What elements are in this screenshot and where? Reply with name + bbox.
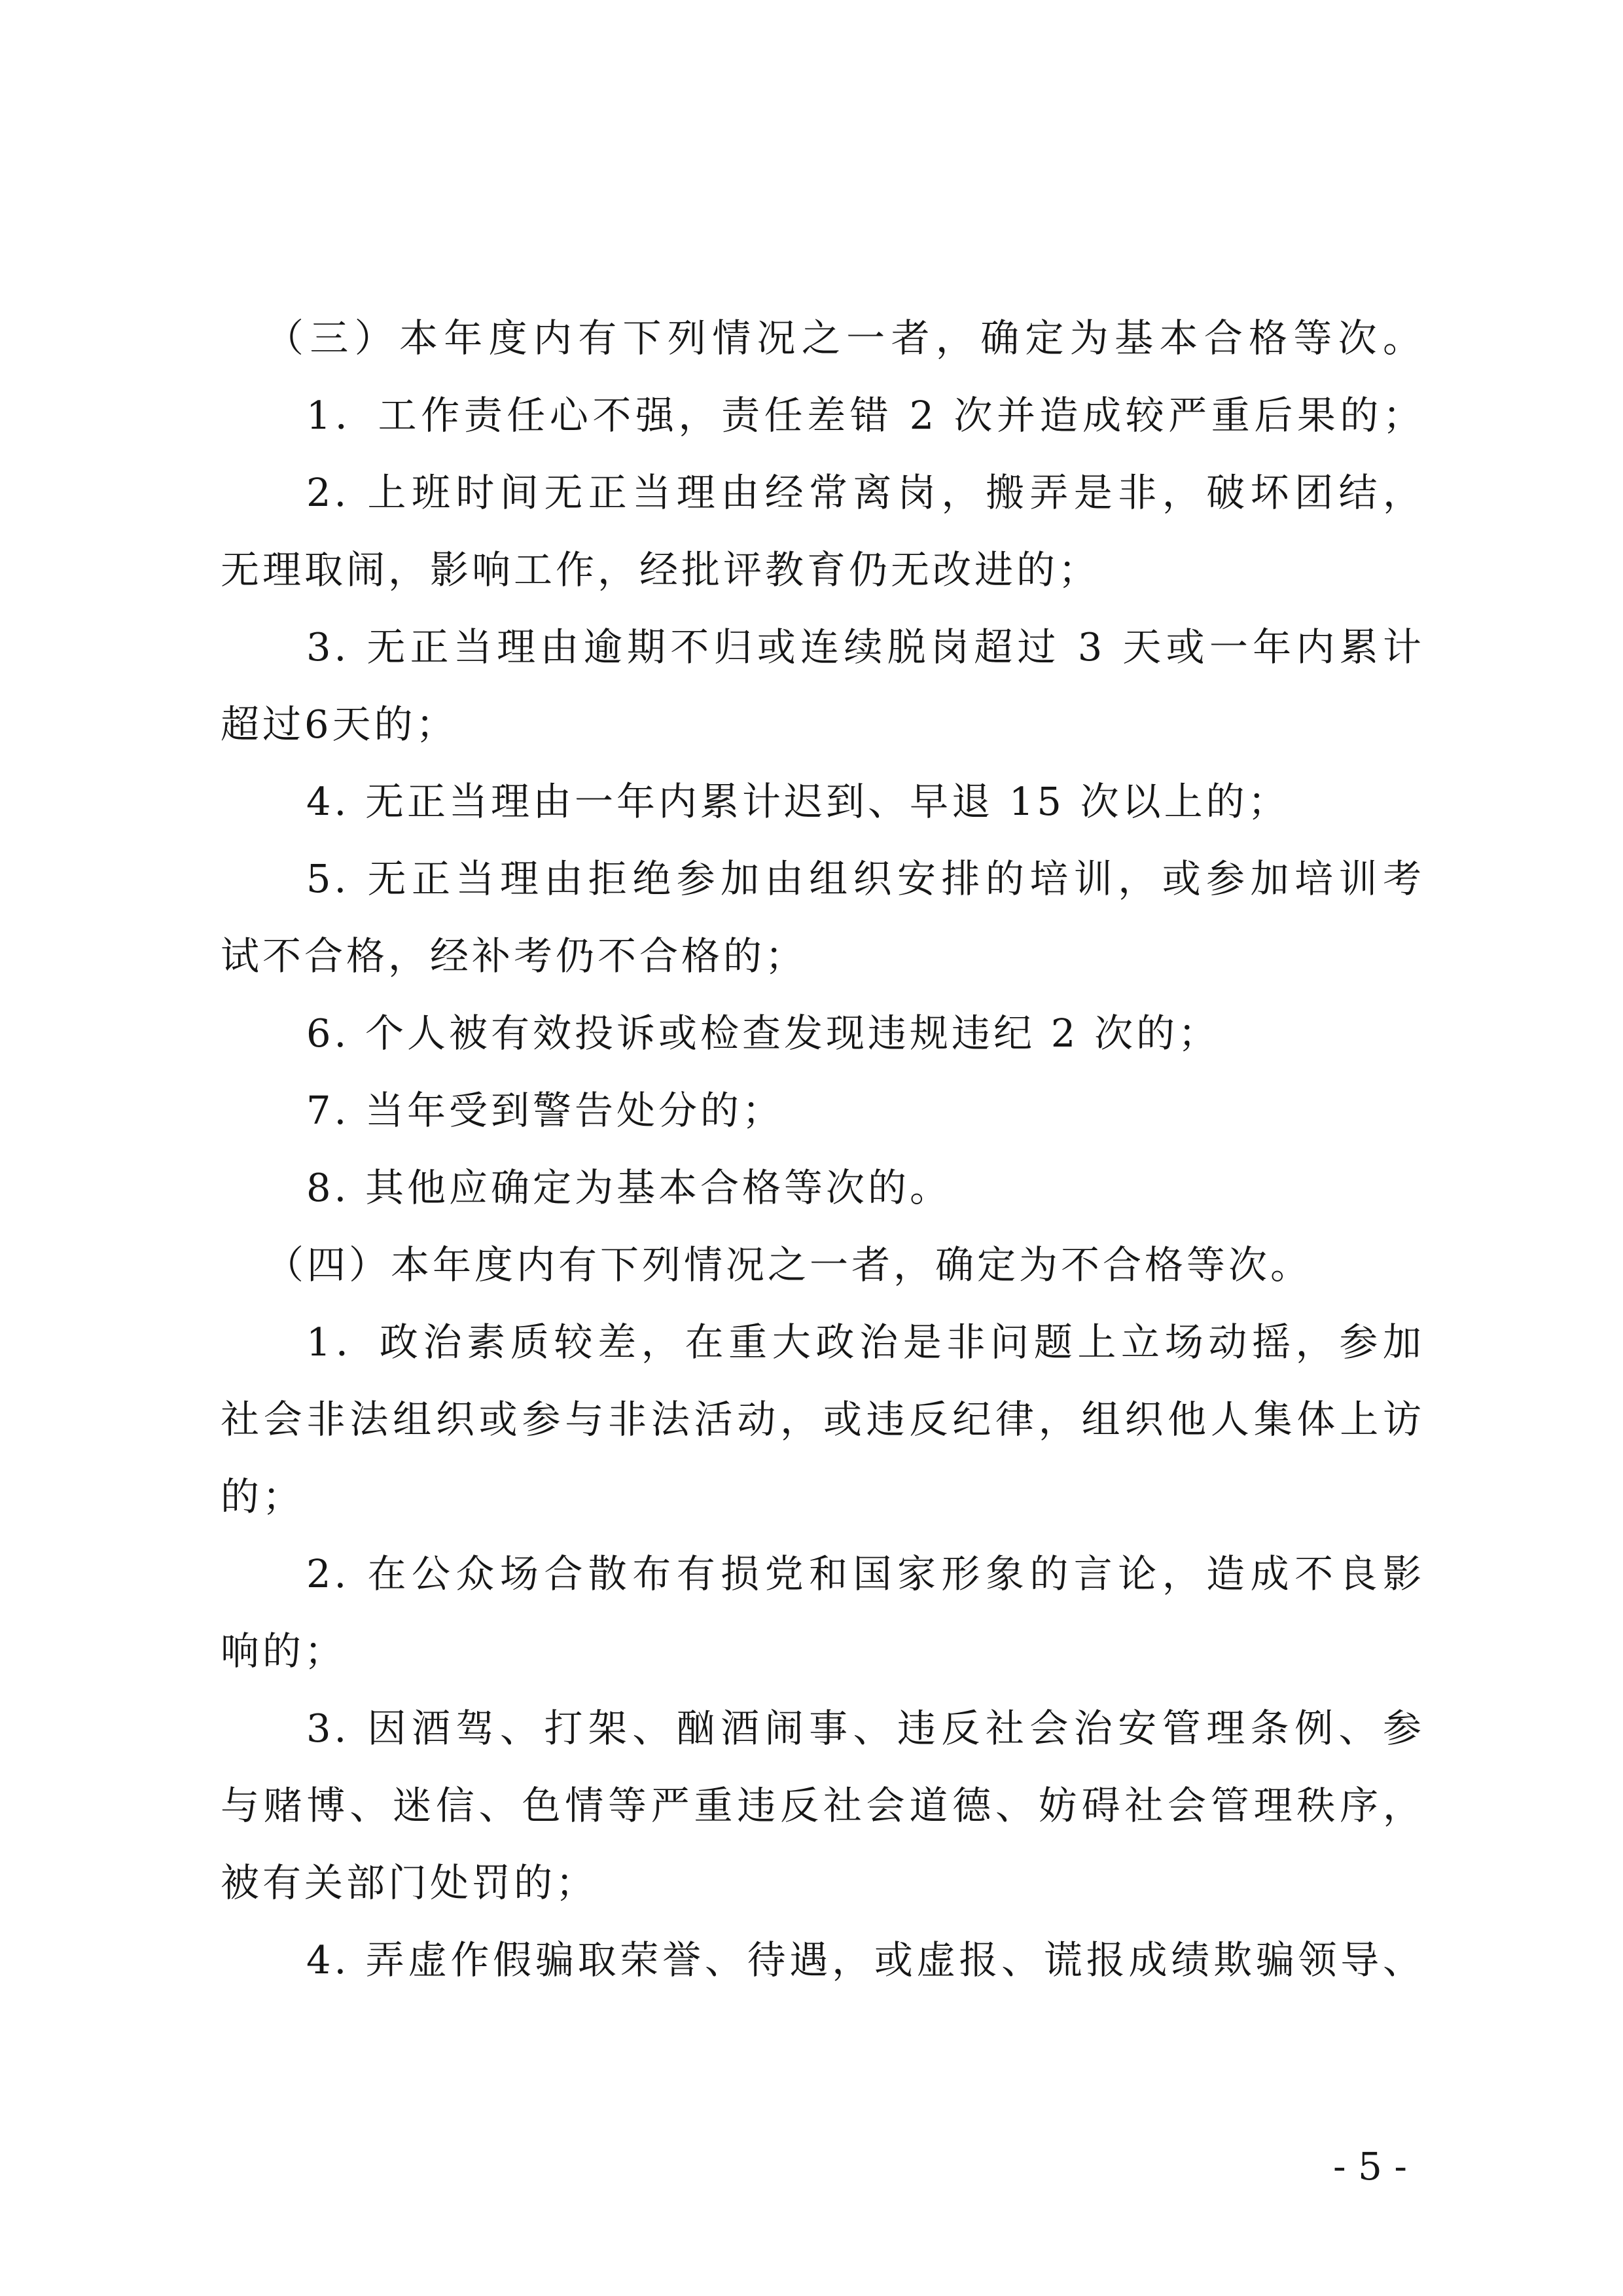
list-item-line: 超过6天的；	[221, 702, 458, 747]
list-item-line: 6. 个人被有效投诉或检查发现违规违纪 2 次的；	[306, 1011, 1221, 1056]
section-four-item-1	[221, 1304, 1425, 1535]
list-item-line: 2. 上班时间无正当理由经常离岗，搬弄是非，破坏团结，	[306, 470, 1425, 515]
section-four-item-3	[221, 1690, 1425, 1922]
section-four	[221, 1227, 1425, 1999]
section-three-item-4	[221, 763, 1425, 840]
list-item-line: 5. 无正当理由拒绝参加由组织安排的培训，或参加培训考	[306, 856, 1425, 901]
section-three-item-1	[221, 377, 1425, 454]
section-three-item-8	[221, 1149, 1425, 1227]
list-item-line: 8. 其他应确定为基本合格等次的。	[306, 1165, 952, 1210]
list-item-line: 社会非法组织或参与非法活动，或违反纪律，组织他人集体上访	[221, 1397, 1425, 1442]
list-item-line: 1．工作责任心不强，责任差错 2 次并造成较严重后果的；	[306, 393, 1425, 438]
list-item-line: 3. 因酒驾、打架、酗酒闹事、违反社会治安管理条例、参	[306, 1706, 1425, 1751]
list-item-line: 7. 当年受到警告处分的；	[306, 1088, 785, 1133]
list-item-line: 与赌博、迷信、色情等严重违反社会道德、妨碍社会管理秩序，	[221, 1783, 1425, 1828]
section-heading-three: （三）本年度内有下列情况之一者，确定为基本合格等次。	[265, 315, 1425, 361]
section-three-item-6	[221, 995, 1425, 1072]
body-text	[221, 300, 1425, 1999]
list-item-line: 3. 无正当理由逾期不归或连续脱岗超过 3 天或一年内累计	[306, 624, 1425, 670]
section-three-item-7	[221, 1072, 1425, 1149]
list-item-line: 无理取闹，影响工作，经批评教育仍无改进的；	[221, 547, 1101, 592]
section-four-item-4	[221, 1922, 1425, 1999]
section-three	[221, 300, 1425, 1227]
section-four-item-2	[221, 1535, 1425, 1690]
list-item-line: 试不合格，经补考仍不合格的；	[221, 933, 808, 978]
section-three-item-2	[221, 454, 1425, 609]
list-item-line: 2. 在公众场合散布有损党和国家形象的言论，造成不良影	[306, 1551, 1425, 1596]
list-item-line: 1．政治素质较差，在重大政治是非问题上立场动摇，参加	[306, 1319, 1425, 1365]
list-item-line: 4. 弄虚作假骗取荣誉、待遇，或虚报、谎报成绩欺骗领导、	[306, 1937, 1425, 1982]
page-number: - 5 -	[1333, 2144, 1407, 2189]
list-item-line: 响的；	[221, 1628, 347, 1674]
section-three-item-3	[221, 609, 1425, 763]
section-three-item-5	[221, 840, 1425, 995]
list-item-line: 的；	[221, 1474, 305, 1519]
section-heading-four: （四）本年度内有下列情况之一者，确定为不合格等次。	[265, 1242, 1313, 1287]
list-item-line: 4. 无正当理由一年内累计迟到、早退 15 次以上的；	[306, 779, 1290, 824]
list-item-line: 被有关部门处罚的；	[221, 1860, 598, 1905]
